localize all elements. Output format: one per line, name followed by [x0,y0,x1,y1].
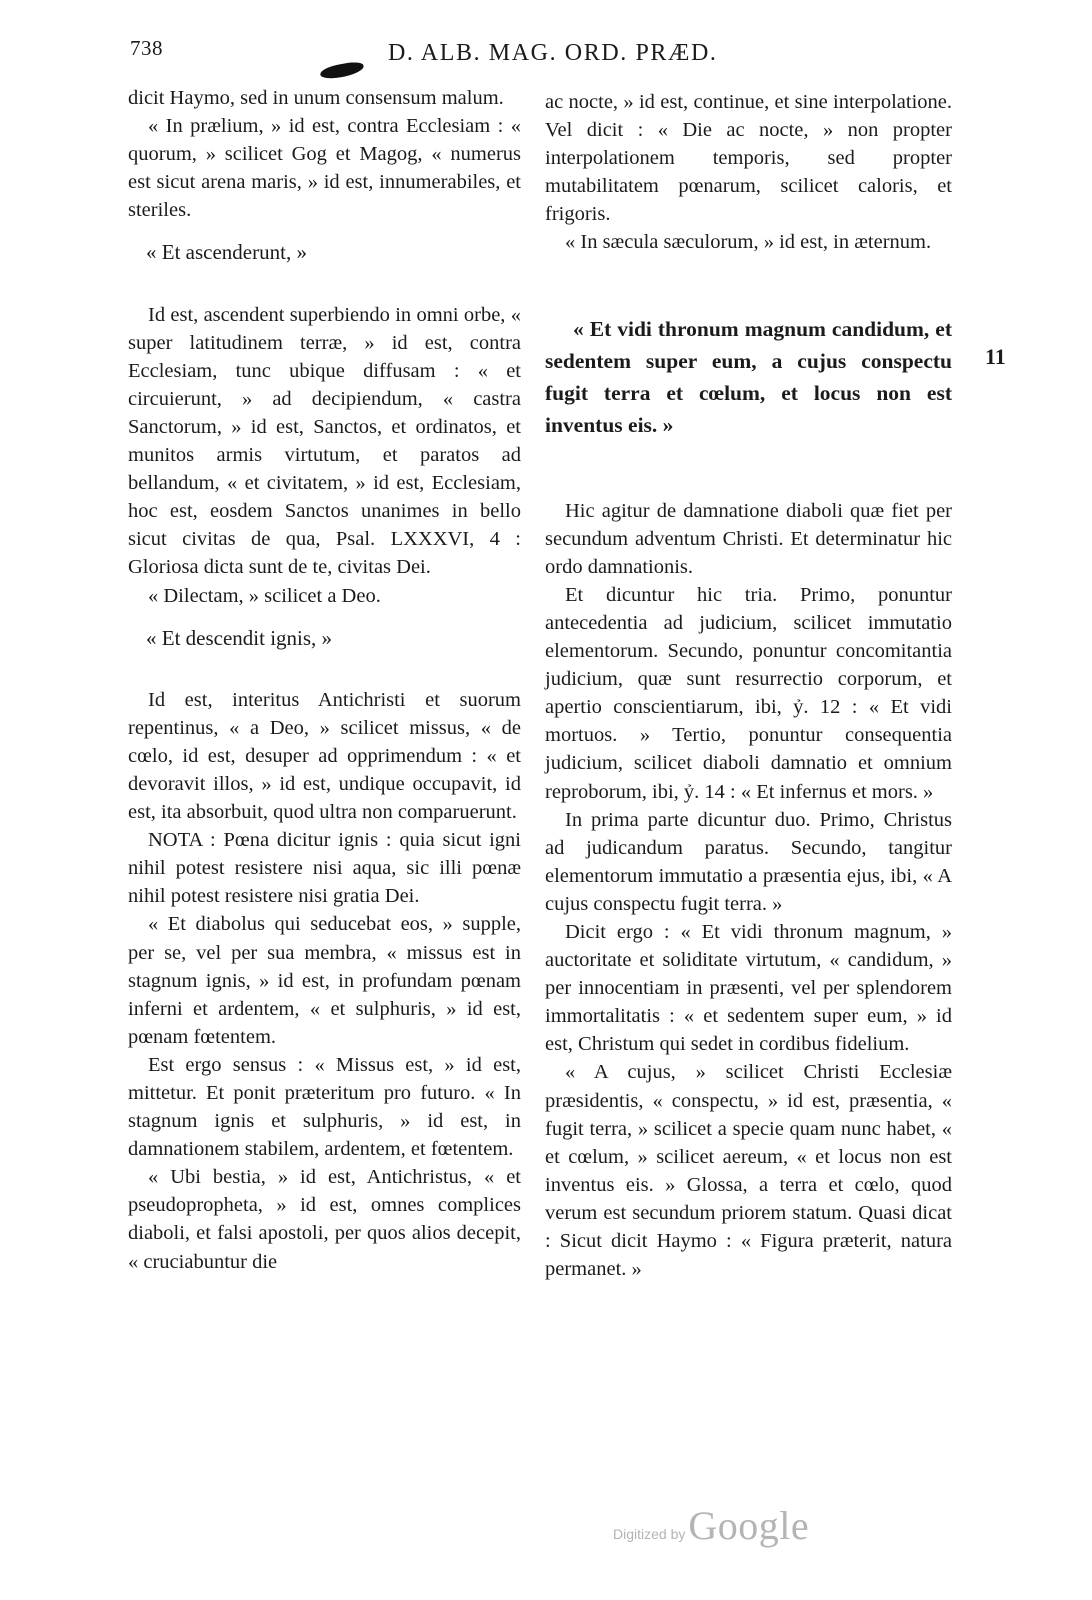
paragraph: Id est, interitus Antichristi et suorum repentinus, « a Deo, » scilicet missus, « de cœlo, id est, desuper ad opprimendum : « et devoravit illos, » id est, undique occupavit, id est, ita absorbuit, quod ultra non comparuerunt. [128,688,521,824]
paragraph: « Dilectam, » scilicet a Deo. [148,584,381,607]
paragraph: ac nocte, » id est, continue, et sine interpolatione. Vel dicit : « Die ac nocte, » non propter interpolationem temporis, sed propter mutabilitatem pœnarum, scilicet caloris, et frigoris. [545,91,952,226]
paragraph: Et dicuntur hic tria. Primo, ponuntur antecedentia ad judicium, scilicet immutatio elementorum. Secundo, ponuntur concomitantia judicium, quæ sunt resurrectio corporum, et apertio conscientiarum, ibi, ỷ. 12 : « Et vidi mortuos. » Tertio, ponuntur consequentia judicium, scilicet diaboli damnatio et omnium reproborum, ibi, ỷ. 14 : « Et infernus et mors. » [545,583,952,803]
paragraph: dicit Haymo, sed in unum consensum malum. [128,87,504,109]
running-head: D. ALB. MAG. ORD. PRÆD. [388,40,718,66]
digitized-by-google-watermark [613,1502,809,1549]
paragraph: In prima parte dicuntur duo. Primo, Christus ad judicandum paratus. Secundo, tangitur elementorum immutatio a præsentia ejus, ibi, « A cujus conspectu fugit terra. » [545,808,952,915]
paragraph: Hic agitur de damnatione diaboli quæ fiet per secundum adventum Christi. Et determinatur hic ordo damnationis. [545,499,952,578]
lemma: « Et ascenderunt, » [146,240,307,265]
paragraph: « Ubi bestia, » id est, Antichristus, « et pseudopropheta, » id est, omnes complices diaboli, et falsi apostoli, per quos alios decepit, « cruciabuntur die [128,1166,521,1273]
paragraph: « In prælium, » id est, contra Ecclesiam : « quorum, » scilicet Gog et Magog, « numerus est sicut arena maris, » id est, innumerabiles, et steriles. [128,115,521,222]
digitized-by-label: Digitized by [613,1526,686,1542]
paragraph: Id est, ascendent superbiendo in omni orbe, « super latitudinem terræ, » id est, contra Ecclesiam, tunc ubique diffusam : « et circuierunt, » ad decipiendum, « castra Sanctorum, » id est, Sanctos, et ordinatos, et munitos armis virtutum, et paratos ad bellandum, « et civitatem, » id est, Ecclesiam, hoc est, eosdem Sanctos unanimes in bello sicut civitas de qua, Psal. LXXXVI, 4 : Gloriosa dicta sunt de te, civitas Dei. [128,303,521,579]
paragraph: Dicit ergo : « Et vidi thronum magnum, » auctoritate et soliditate virtutum, « candidum, » per innocentiam in præsenti, vel per splendorem immortalitatis : « et sedentem super eum, » id est, Christum qui sedet in cordibus fidelium. [545,920,952,1056]
verse-number-margin: 11 [985,344,1006,369]
note-paragraph: NOTA : Pœna dicitur ignis : quia sicut igni nihil potest resistere nisi aqua, sic illi pœnæ nihil potest resistere nisi gratia Dei. [128,829,521,908]
verse-lemma: « Et vidi thronum magnum candidum, et sedentem super eum, a cujus conspectu fugit terra et cœlum, et locus non est inventus eis. » [545,316,952,437]
google-logo: Google [688,1503,810,1548]
left-column [128,84,521,1276]
paragraph: « Et diabolus qui seducebat eos, » supple, per se, vel per sua membra, « missus est in stagnum ignis, » id est, in profundam pœnam inferni et ardentem, « et sulphuris, » id est, pœnam fœtentem. [128,913,521,1048]
lemma: « Et descendit ignis, » [146,625,333,650]
paragraph: Est ergo sensus : « Missus est, » id est, mittetur. Et ponit præteritum pro futuro. « In stagnum ignis et sulphuris, » id est, in damnationem stabilem, ardentem, et fœtentem. [128,1053,521,1161]
right-column [545,88,952,1283]
page-number: 738 [130,36,163,60]
paragraph: « A cujus, » scilicet Christi Ecclesiæ præsidentis, « conspectu, » id est, præsentia, « fugit terra, » scilicet a specie quam nunc habet, « et cœlum, » scilicet aereum, « et locus non est inventus eis. » Glossa, a terra et cœlo, quod verum est secundum priorem statum. Quasi dicat : Sicut dicit Haymo : « Figura præterit, natura permanet. » [545,1061,952,1281]
paragraph: « In sæcula sæculorum, » id est, in æternum. [565,231,932,254]
ink-blot [319,60,365,80]
